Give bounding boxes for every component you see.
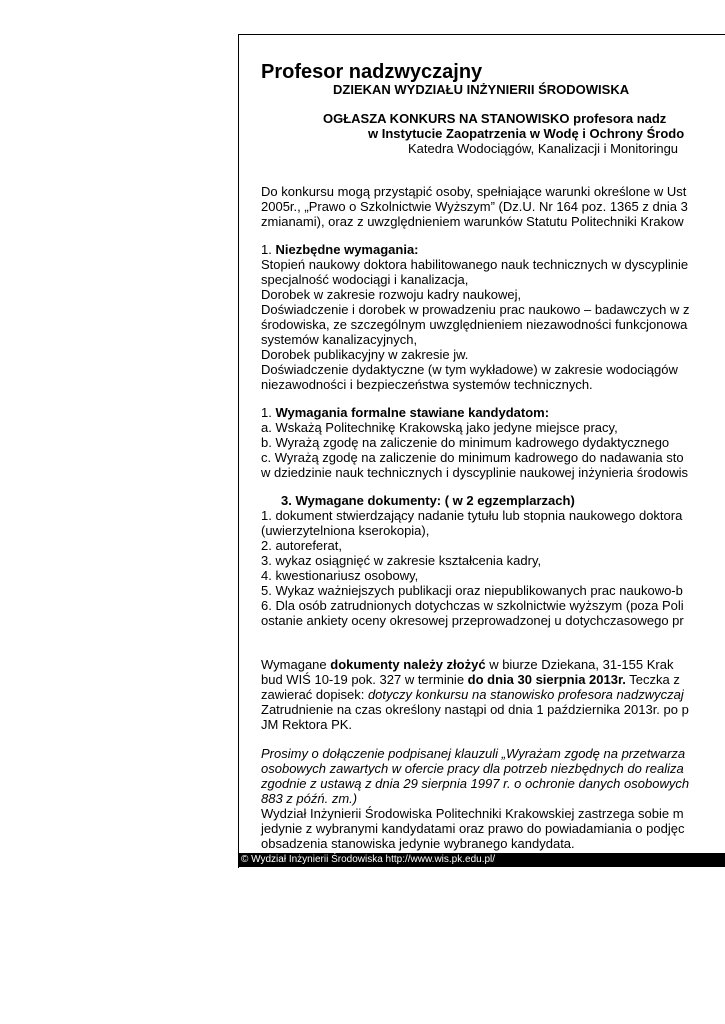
reservation-line: Wydział Inżynierii Środowiska Politechniki Krakowskiej zastrzega sobie m bbox=[261, 806, 684, 821]
document-list-item: 2. autoreferat, bbox=[261, 538, 342, 553]
page-title: Profesor nadzwyczajny bbox=[261, 61, 483, 83]
footer-bar bbox=[238, 853, 725, 867]
section-title: Niezbędne wymagania: bbox=[275, 242, 419, 257]
document-list-item: 6. Dla osób zatrudnionych dotychczas w szkolnictwie wyższym (poza Poli bbox=[261, 598, 684, 613]
submission-line bbox=[261, 657, 673, 672]
section-1-heading bbox=[261, 242, 419, 257]
document-list-item: 5. Wykaz ważniejszych publikacji oraz niepublikowanych prac naukowo-b bbox=[261, 583, 683, 598]
text-run: dotyczy konkursu na stanowisko profesora nadzwyczaj bbox=[367, 687, 684, 702]
requirement-line: Dorobek publikacyjny w zakresie jw. bbox=[261, 347, 469, 362]
document-list-item: 3. wykaz osiągnięć w zakresie kształcenia kadry, bbox=[261, 553, 542, 568]
requirement-line: niezawodności i bezpieczeństwa systemów technicznych. bbox=[261, 377, 593, 392]
document-list-item: 1. dokument stwierdzający nadanie tytułu lub stopnia naukowego doktora bbox=[261, 508, 683, 523]
department-heading: Katedra Wodociągów, Kanalizacji i Monitoringu bbox=[408, 141, 679, 156]
text-run: bud WIŚ 10-19 pok. 327 w terminie bbox=[261, 672, 468, 687]
submission-line: Zatrudnienie na czas określony nastąpi od dnia 1 października 2013r. po p bbox=[261, 702, 689, 717]
requirement-line: Dorobek w zakresie rozwoju kadry naukowej, bbox=[261, 287, 522, 302]
submission-line: JM Rektora PK. bbox=[261, 717, 353, 732]
intro-line: 2005r., „Prawo o Szkolnictwie Wyższym” (Dz.U. Nr 164 poz. 1365 z dnia 3 bbox=[261, 199, 688, 214]
section-2-heading bbox=[261, 405, 549, 420]
section-number: 1. bbox=[261, 405, 272, 420]
text-run: w biurze Dziekana, 31-155 Krak bbox=[485, 657, 674, 672]
section-3-heading: 3. Wymagane dokumenty: ( w 2 egzemplarzach) bbox=[281, 493, 575, 508]
text-run: Wymagane bbox=[261, 657, 331, 672]
requirement-line: Doświadczenie i dorobek w prowadzeniu prac naukowo – badawczych w z bbox=[261, 302, 690, 317]
consent-clause-line: 883 z późń. zm.) bbox=[261, 791, 358, 806]
submission-line bbox=[261, 687, 684, 702]
requirement-line: środowiska, ze szczególnym uwzględnieniem niezawodności funkcjonowa bbox=[261, 317, 688, 332]
section-number: 1. bbox=[261, 242, 272, 257]
document-page bbox=[238, 34, 725, 868]
announcement-heading: OGŁASZA KONKURS NA STANOWISKO profesora nadz bbox=[323, 111, 667, 126]
document-list-item: ostanie ankiety oceny okresowej przeprowadzonej u dotychczasowego pr bbox=[261, 613, 684, 628]
formal-requirement-line: b. Wyrażą zgodę na zaliczenie do minimum kadrowego dydaktycznego bbox=[261, 435, 670, 450]
section-title: Wymagania formalne stawiane kandydatom: bbox=[275, 405, 550, 420]
reservation-line: obsadzenia stanowiska jedynie wybranego kandydata. bbox=[261, 836, 575, 851]
footer-copyright: © Wydział Inżynierii Środowiska http://www.wis.pk.edu.pl/ bbox=[241, 854, 496, 865]
consent-clause-line: Prosimy o dołączenie podpisanej klauzuli „Wyrażam zgodę na przetwarza bbox=[261, 746, 686, 761]
intro-line: zmianami), oraz z uwzględnieniem warunków Statutu Politechniki Krakow bbox=[261, 214, 684, 229]
submission-line bbox=[261, 672, 680, 687]
formal-requirement-line: c. Wyrażą zgodę na zaliczenie do minimum kadrowego do nadawania sto bbox=[261, 450, 684, 465]
requirement-line: Stopień naukowy doktora habilitowanego nauk technicznych w dyscyplinie bbox=[261, 257, 689, 272]
text-run: Teczka z bbox=[625, 672, 680, 687]
requirement-line: Doświadczenie dydaktyczne (w tym wykładowe) w zakresie wodociągów bbox=[261, 362, 678, 377]
consent-clause-line: zgodnie z ustawą z dnia 29 sierpnia 1997 r. o ochronie danych osobowych bbox=[261, 776, 690, 791]
institute-heading: w Instytucie Zaopatrzenia w Wodę i Ochrony Środo bbox=[368, 126, 685, 141]
intro-line: Do konkursu mogą przystąpić osoby, spełniające warunki określone w Ust bbox=[261, 184, 687, 199]
text-run: do dnia 30 sierpnia 2013r. bbox=[467, 672, 626, 687]
text-run: zawierać dopisek: bbox=[261, 687, 368, 702]
requirement-line: systemów kanalizacyjnych, bbox=[261, 332, 418, 347]
consent-clause-line: osobowych zawartych w ofercie pracy dla potrzeb niezbędnych do realiza bbox=[261, 761, 684, 776]
document-list-item: (uwierzytelniona kserokopia), bbox=[261, 523, 430, 538]
document-list-item: 4. kwestionariusz osobowy, bbox=[261, 568, 419, 583]
text-run: dokumenty należy złożyć bbox=[330, 657, 486, 672]
dean-heading: DZIEKAN WYDZIAŁU INŻYNIERII ŚRODOWISKA bbox=[333, 82, 630, 97]
formal-requirement-line: a. Wskażą Politechnikę Krakowską jako jedyne miejsce pracy, bbox=[261, 420, 618, 435]
formal-requirement-line: w dziedzinie nauk technicznych i dyscyplinie naukowej inżynieria środowis bbox=[261, 465, 689, 480]
reservation-line: jedynie z wybranymi kandydatami oraz prawo do powiadamiania o podjęc bbox=[261, 821, 685, 836]
requirement-line: specjalność wodociągi i kanalizacja, bbox=[261, 272, 469, 287]
